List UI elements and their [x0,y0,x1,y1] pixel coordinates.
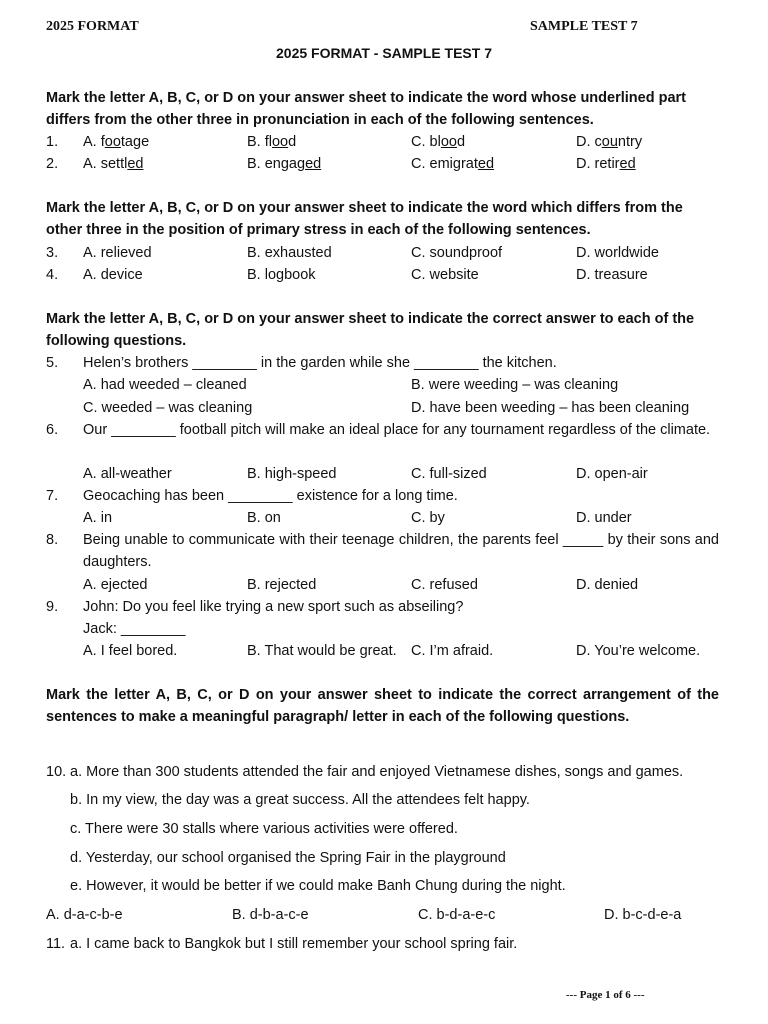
option-a: A. d-a-c-b-e [46,907,123,923]
option-row [0,507,768,529]
sentence-a: a. I came back to Bangkok but I still remember your school spring fair. [70,936,518,952]
option-a: A. ejected [83,577,148,593]
page-title: 2025 FORMAT - SAMPLE TEST 7 [276,45,492,61]
option-b: B. logbook [247,267,316,283]
option-c: C. blood [411,134,466,150]
option-b: B. exhausted [247,245,332,261]
option-d: D. b-c-d-e-a [604,907,682,923]
option-row [0,463,768,485]
question-text-response: Jack: ________ [83,621,186,637]
option-c: C. emigrated [411,156,495,172]
option-c: C. I’m afraid. [411,643,494,659]
option-d: D. open-air [576,466,648,482]
question-number: 3. [46,245,59,261]
option-c: C. full-sized [411,466,487,482]
header-left: 2025 FORMAT [46,19,139,34]
section-instruction: Mark the letter A, B, C, or D on your answer sheet to indicate the word whose underlined part differs from the other three in pronunciation in each of the following sentences. [46,90,686,128]
option-d: D. country [576,134,643,150]
question-number: 5. [46,355,59,371]
option-b: B. were weeding – was cleaning [411,377,619,393]
sentence-a: a. More than 300 students attended the fair and enjoyed Vietnamese dishes, songs and games. [70,764,684,780]
option-d: D. denied [576,577,639,593]
question-text: John: Do you feel like trying a new sport such as abseiling? [83,599,464,615]
sentence-row [0,875,768,897]
option-c: C. weeded – was cleaning [83,400,253,416]
question-number: 7. [46,488,59,504]
sentence-e: e. However, it would be better if we could make Banh Chung during the night. [70,878,566,894]
option-a: A. I feel bored. [83,643,178,659]
option-d: D. retired [576,156,636,172]
option-b: B. on [247,510,281,526]
question-number: 11. [46,936,66,952]
option-b: B. That would be great. [247,643,397,659]
option-d: D. worldwide [576,245,659,261]
question-number: 1. [46,134,59,150]
option-c: C. by [411,510,445,526]
question-number: 9. [46,599,59,615]
option-d: D. under [576,510,632,526]
option-d: D. have been weeding – has been cleaning [411,400,690,416]
option-row [0,574,768,596]
question-row [0,352,768,374]
option-row [0,374,768,396]
option-c: C. refused [411,577,478,593]
option-d: D. treasure [576,267,648,283]
question-row [0,485,768,507]
section-instruction: Mark the letter A, B, C, or D on your answer sheet to indicate the correct answer to each of the following questions. [46,311,695,349]
option-c: C. soundproof [411,245,503,261]
option-a: A. settled [83,156,144,172]
question-number: 2. [46,156,59,172]
option-b: B. rejected [247,577,317,593]
question-text: Helen’s brothers ________ in the garden while she ________ the kitchen. [83,355,557,371]
option-b: B. d-b-a-c-e [232,907,309,923]
question-number: 4. [46,267,59,283]
option-row [0,640,768,662]
sentence-c: c. There were 30 stalls where various activities were offered. [70,821,458,837]
question-number: 8. [46,532,59,548]
question-row [0,131,768,153]
question-text: Geocaching has been ________ existence for a long time. [83,488,458,504]
sentence-d: d. Yesterday, our school organised the Spring Fair in the playground [70,850,506,866]
option-b: B. high-speed [247,466,337,482]
option-d: D. You’re welcome. [576,643,701,659]
option-a: A. relieved [83,245,152,261]
option-b: B. flood [247,134,297,150]
option-a: A. all-weather [83,466,172,482]
option-b: B. engaged [247,156,322,172]
option-row [0,904,768,926]
question-row [0,596,768,618]
sentence-row [0,847,768,869]
question-text: Our ________ football pitch will make an ideal place for any tournament regardless of the climate. [83,422,711,438]
option-c: C. website [411,267,479,283]
question-row [0,153,768,175]
question-row [0,242,768,264]
section-instruction: Mark the letter A, B, C, or D on your answer sheet to indicate the correct arrangement of the sentences to make a meaningful paragraph/ letter in each of the following questions. [46,687,719,725]
question-row [0,761,768,783]
header-right: SAMPLE TEST 7 [530,19,638,34]
section-instruction: Mark the letter A, B, C, or D on your answer sheet to indicate the word which differs from the other three in the position of primary stress in each of the following sentences. [46,200,683,238]
sentence-b: b. In my view, the day was a great success. All the attendees felt happy. [70,792,530,808]
option-row [0,397,768,419]
question-row [0,264,768,286]
question-number: 6. [46,422,59,438]
question-row [0,933,768,955]
option-c: C. b-d-a-e-c [418,907,496,923]
question-text: Being unable to communicate with their teenage children, the parents feel _____ by their sons and daughters. [83,532,719,570]
option-a: A. device [83,267,143,283]
question-number: 10. [46,764,67,780]
page-footer: --- Page 1 of 6 --- [566,989,645,1001]
option-a: A. in [83,510,113,526]
question-row [0,618,768,640]
sentence-row [0,789,768,811]
sentence-row [0,818,768,840]
option-a: A. had weeded – cleaned [83,377,247,393]
option-a: A. footage [83,134,150,150]
